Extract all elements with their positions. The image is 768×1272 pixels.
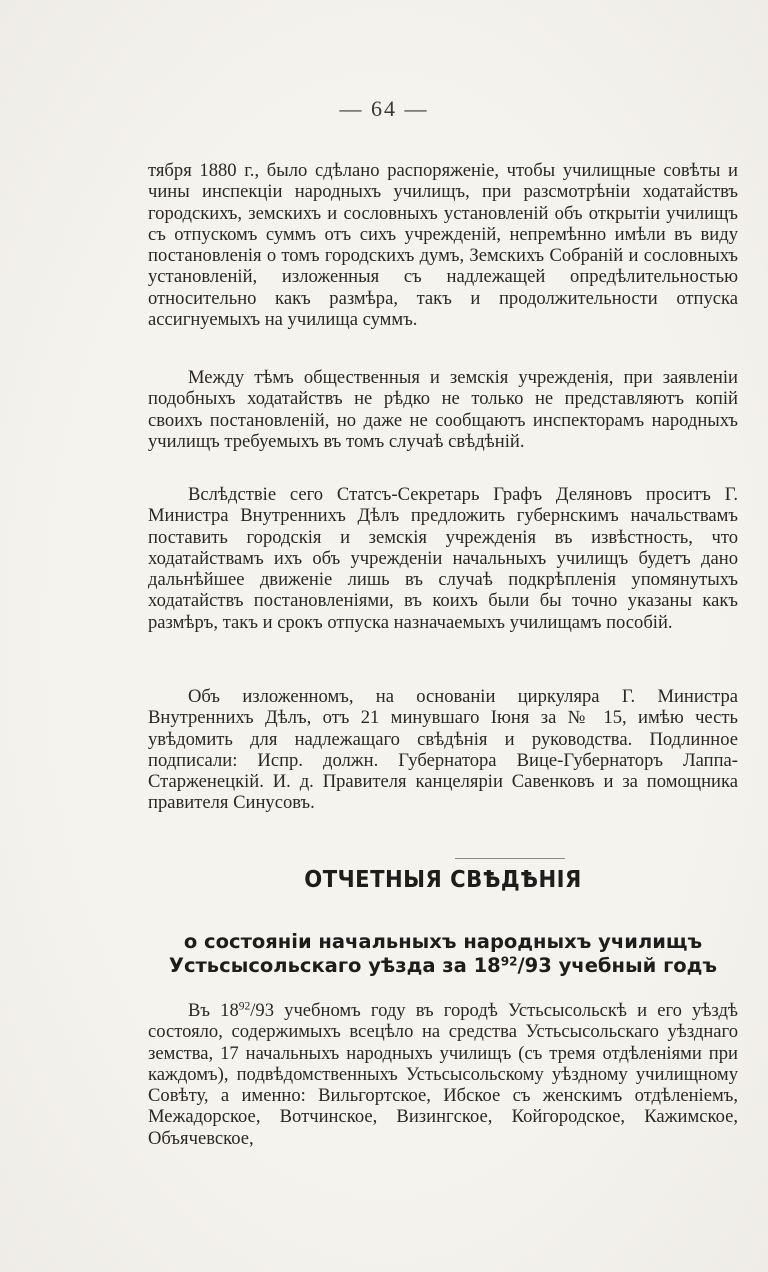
paragraph-2: Между тѣмъ общественныя и земскія учрежденія, при заявленіи подобныхъ ходатайствъ не рѣдко не только не представляютъ копій своихъ постановленій, но даже не сообщаютъ инспекторамъ народныхъ училищъ требуемыхъ въ томъ случаѣ свѣдѣній. xyxy=(148,367,738,452)
section-subtitle xyxy=(148,930,738,978)
subtitle-line-2: /93 учебный годъ xyxy=(517,954,718,977)
paragraph-5-superscript: 92 xyxy=(238,1000,251,1013)
section-divider xyxy=(455,858,565,859)
paragraph-5-lead: Въ 18 xyxy=(188,1000,239,1021)
subtitle-superscript: 92 xyxy=(500,954,518,969)
paragraph-5 xyxy=(148,1000,738,1149)
paragraph-1: тября 1880 г., было сдѣлано распоряженіе, чтобы училищные совѣты и чины инспекціи народныхъ училищъ, при разсмотрѣніи ходатайствъ городскихъ, земскихъ и сословныхъ установленій объ открытіи училищъ съ отпускомъ суммъ отъ сихъ учрежденій, непремѣнно имѣли въ виду постановленія о томъ городскихъ думъ, Земскихъ Собраній и сословныхъ установленій, изложенныя съ надлежащей опредѣлительностью относительно какъ размѣра, такъ и продолжительности отпуска ассигнуемыхъ на училища суммъ. xyxy=(148,160,738,331)
page-number: — 64 — xyxy=(339,96,429,121)
subtitle-line-1: о состояніи начальныхъ народныхъ училищъ Устьсысольскаго уѣзда за 18 xyxy=(168,930,703,977)
paragraph-5-body: /93 учебномъ году въ городѣ Устьсысольскѣ и его уѣздѣ состояло, содержимыхъ всецѣло на средства Устьсысольскаго уѣзднаго земства, 17 начальныхъ народныхъ училищъ (съ тремя отдѣленіями при каждомъ), подвѣдомственныхъ Устьсысольскому уѣздному училищному Совѣту, а именно: Вильгортское, Ибское съ женскимъ отдѣленіемъ, Межадорское, Вотчинское, Визингское, Койгородское, Кажимское, Объячевское, xyxy=(148,1000,738,1149)
paragraph-3: Вслѣдствіе сего Статсъ-Секретарь Графъ Деляновъ проситъ Г. Министра Внутреннихъ Дѣлъ предложить губернскимъ начальствамъ поставить городскія и земскія учрежденія въ извѣстность, что ходатайствамъ ихъ объ учрежденіи начальныхъ училищъ будетъ дано дальнѣйшее движеніе лишь въ случаѣ подкрѣпленія упомянутыхъ ходатайствъ постановленіями, въ коихъ были бы точно указаны какъ размѣръ, такъ и срокъ отпуска назначаемыхъ училищамъ пособій. xyxy=(148,484,738,633)
section-title: ОТЧЕТНЫЯ СВѢДѢНІЯ xyxy=(304,867,582,893)
paragraph-4: Объ изложенномъ, на основаніи циркуляра Г. Министра Внутреннихъ Дѣлъ, отъ 21 минувшаго Іюня за № 15, имѣю честь увѣдомить для надлежащаго свѣдѣнія и руководства. Подлинное подписали: Испр. должн. Губернатора Вице-Губернаторъ Лаппа-Старженецкій. И. д. Правителя канцеляріи Савенковъ и за помощника правителя Синусовъ. xyxy=(148,686,738,814)
